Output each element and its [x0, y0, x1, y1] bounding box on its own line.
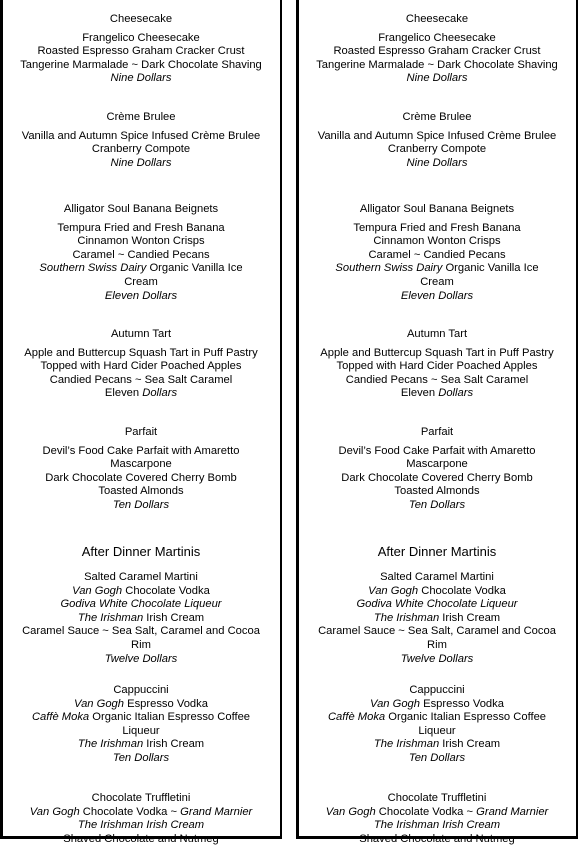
menu-line — [0, 290, 282, 304]
menu-item — [0, 426, 282, 513]
menu-line — [296, 458, 578, 472]
menu-item — [0, 328, 282, 401]
menu-line-italic-text: Eleven Dollars — [400, 289, 474, 302]
martini-item — [296, 792, 578, 846]
menu-line-text: Apple and Buttercup Squash Tart in Puff Pastry — [320, 346, 554, 359]
menu-line — [296, 819, 578, 833]
menu-line — [0, 262, 282, 276]
menu-line-italic-text: The Irishman — [373, 738, 440, 751]
menu-line-text: Vanilla and Autumn Spice Infused Crème Brulee — [317, 129, 557, 142]
menu-line — [296, 32, 578, 46]
menu-line-text: Toasted Almonds — [98, 485, 184, 498]
menu-line-text: Organic Italian Espresso Coffee — [385, 711, 547, 724]
menu-item — [296, 426, 578, 513]
menu-line — [0, 752, 282, 766]
menu-line-text: Cinnamon Wonton Crisps — [373, 235, 501, 248]
menu-line — [296, 625, 578, 639]
menu-item — [0, 13, 282, 86]
menu-line — [0, 819, 282, 833]
menu-line — [0, 374, 282, 388]
menu-line — [0, 458, 282, 472]
menu-line-text: Tangerine Marmalade ~ Dark Chocolate Shaving — [316, 58, 558, 71]
menu-line-italic-text: Twelve Dollars — [400, 652, 474, 665]
menu-line — [0, 222, 282, 236]
menu-line — [0, 360, 282, 374]
menu-line — [296, 290, 578, 304]
menu-line — [296, 374, 578, 388]
menu-line — [296, 387, 578, 401]
menu-line-italic-text: The Irishman Irish Cream — [77, 819, 205, 832]
menu-line — [0, 32, 282, 46]
menu-line-text: Tangerine Marmalade ~ Dark Chocolate Shaving — [20, 58, 262, 71]
menu-line — [0, 249, 282, 263]
menu-line-text: Cranberry Compote — [91, 143, 191, 156]
menu-line — [296, 360, 578, 374]
menu-line — [0, 725, 282, 739]
menu-line-text: Devil’s Food Cake Parfait with Amaretto — [338, 444, 536, 457]
menu-line-text: Mascarpone — [406, 458, 468, 471]
menu-line-text: Organic Vanilla Ice — [146, 262, 243, 275]
menu-line-text: Caramel Sauce ~ Sea Salt, Caramel and Cocoa — [22, 625, 260, 638]
menu-line-text: Irish Cream — [143, 611, 205, 624]
menu-line-italic-text: Grand Marnier — [476, 805, 549, 818]
menu-line — [296, 249, 578, 263]
menu-line — [296, 235, 578, 249]
section-heading-martinis: After Dinner Martinis — [377, 544, 497, 559]
menu-line — [0, 276, 282, 290]
menu-line — [0, 698, 282, 712]
menu-column-right — [296, 0, 578, 849]
menu-line-italic-text: Nine Dollars — [406, 72, 468, 85]
menu-line — [296, 45, 578, 59]
menu-line-italic-text: Dollars — [438, 387, 474, 400]
menu-column-left — [0, 0, 282, 849]
menu-line-text: Cream — [420, 275, 454, 288]
menu-line-text: Caramel ~ Candied Pecans — [72, 248, 210, 261]
menu-line — [296, 157, 578, 171]
menu-line-italic-text: The Irishman — [77, 738, 144, 751]
menu-item-title: Crème Brulee — [402, 111, 472, 123]
menu-line — [296, 485, 578, 499]
menu-line-text: Topped with Hard Cider Poached Apples — [336, 360, 538, 373]
menu-line-text: Chocolate Vodka — [418, 584, 506, 597]
martini-title: Cappuccini — [409, 684, 465, 696]
martini-title: Salted Caramel Martini — [84, 571, 198, 583]
menu-line-italic-text: Godiva White Chocolate Liqueur — [60, 598, 222, 611]
menu-line-italic-text: Caffè Moka — [31, 711, 90, 724]
menu-item — [0, 111, 282, 170]
menu-line-text: Organic Vanilla Ice — [442, 262, 539, 275]
menu-item — [296, 203, 578, 303]
menu-line-italic-text: Southern Swiss Dairy — [39, 262, 147, 275]
menu-line-italic-text: Ten Dollars — [112, 498, 170, 511]
menu-line — [296, 725, 578, 739]
menu-item-title: Autumn Tart — [110, 328, 172, 340]
menu-item — [296, 13, 578, 86]
menu-line-text: Roasted Espresso Graham Cracker Crust — [333, 45, 541, 58]
menu-line — [296, 347, 578, 361]
menu-line-italic-text: Ten Dollars — [408, 751, 466, 764]
menu-line — [296, 711, 578, 725]
menu-line — [296, 445, 578, 459]
menu-line — [296, 143, 578, 157]
menu-line — [0, 598, 282, 612]
menu-line-italic-text: Ten Dollars — [112, 751, 170, 764]
menu-line-text: Cranberry Compote — [387, 143, 487, 156]
menu-line — [296, 472, 578, 486]
menu-line — [0, 485, 282, 499]
menu-line — [0, 806, 282, 820]
menu-line-text: Liqueur — [122, 724, 160, 737]
menu-item-title: Alligator Soul Banana Beignets — [359, 203, 515, 215]
menu-line — [0, 72, 282, 86]
menu-line — [0, 45, 282, 59]
menu-line-text: Topped with Hard Cider Poached Apples — [40, 360, 242, 373]
menu-line — [296, 499, 578, 513]
menu-line-text: Eleven — [400, 387, 439, 400]
menu-line-italic-text: Eleven Dollars — [104, 289, 178, 302]
menu-line-italic-text: Nine Dollars — [406, 156, 468, 169]
menu-item — [296, 111, 578, 170]
martini-item — [0, 792, 282, 846]
menu-line-text: Caramel Sauce ~ Sea Salt, Caramel and Cocoa — [318, 625, 556, 638]
menu-line-italic-text: Nine Dollars — [110, 156, 172, 169]
menu-line — [296, 262, 578, 276]
menu-line-text: Candied Pecans ~ Sea Salt Caramel — [345, 373, 529, 386]
menu-line-italic-text: The Irishman — [77, 611, 144, 624]
menu-line-italic-text: Van Gogh — [29, 805, 80, 818]
menu-line — [0, 130, 282, 144]
menu-line — [0, 711, 282, 725]
menu-line — [0, 499, 282, 513]
menu-line-text: Organic Italian Espresso Coffee — [89, 711, 251, 724]
martini-item — [0, 571, 282, 666]
martini-title: Salted Caramel Martini — [380, 571, 494, 583]
menu-line — [296, 612, 578, 626]
menu-line-text: Vanilla and Autumn Spice Infused Crème Brulee — [21, 129, 261, 142]
menu-line-text: Liqueur — [418, 724, 456, 737]
menu-line-text: Chocolate Vodka ~ — [375, 805, 477, 818]
menu-line-text: Dark Chocolate Covered Cherry Bomb — [341, 471, 533, 484]
menu-line — [0, 585, 282, 599]
martini-title: Chocolate Truffletini — [387, 792, 487, 804]
menu-line — [0, 472, 282, 486]
menu-line — [296, 72, 578, 86]
menu-line — [296, 222, 578, 236]
menu-line-text: Espresso Vodka — [124, 697, 208, 710]
menu-line-text: Caramel ~ Candied Pecans — [368, 248, 506, 261]
menu-item — [0, 203, 282, 303]
menu-line — [296, 833, 578, 847]
menu-line-italic-text: Ten Dollars — [408, 498, 466, 511]
menu-line — [0, 143, 282, 157]
menu-line-text: Eleven — [104, 387, 143, 400]
menu-line-italic-text: Dollars — [142, 387, 178, 400]
menu-line-text: Shaved Chocolate and Nutmeg — [359, 832, 515, 845]
menu-item — [296, 328, 578, 401]
menu-line — [0, 347, 282, 361]
menu-line-text: Toasted Almonds — [394, 485, 480, 498]
menu-item-title: Alligator Soul Banana Beignets — [63, 203, 219, 215]
menu-line-italic-text: Caffè Moka — [327, 711, 386, 724]
menu-line-text: Rim — [427, 638, 447, 651]
menu-line-italic-text: Van Gogh — [325, 805, 376, 818]
martini-title: Cappuccini — [113, 684, 169, 696]
section-heading-martinis: After Dinner Martinis — [81, 544, 201, 559]
menu-line — [296, 639, 578, 653]
menu-item-title: Cheesecake — [405, 13, 469, 25]
menu-line — [0, 157, 282, 171]
menu-line — [0, 612, 282, 626]
menu-line — [0, 738, 282, 752]
menu-line-text: Apple and Buttercup Squash Tart in Puff Pastry — [24, 346, 258, 359]
menu-line — [0, 639, 282, 653]
menu-line-italic-text: The Irishman — [373, 611, 440, 624]
menu-item-title: Autumn Tart — [406, 328, 468, 340]
menu-line — [296, 598, 578, 612]
menu-line-text: Tempura Fried and Fresh Banana — [57, 221, 225, 234]
menu-line-italic-text: Southern Swiss Dairy — [335, 262, 443, 275]
menu-line-text: Chocolate Vodka ~ — [79, 805, 181, 818]
menu-line — [0, 59, 282, 73]
menu-line-text: Irish Cream — [439, 611, 501, 624]
menu-line-text: Shaved Chocolate and Nutmeg — [63, 832, 219, 845]
menu-line-text: Dark Chocolate Covered Cherry Bomb — [45, 471, 237, 484]
menu-item-title: Parfait — [420, 426, 454, 438]
menu-line-italic-text: Nine Dollars — [110, 72, 172, 85]
menu-line — [0, 387, 282, 401]
martini-item — [0, 684, 282, 766]
menu-line — [296, 59, 578, 73]
menu-line-text: Cinnamon Wonton Crisps — [77, 235, 205, 248]
menu-line-italic-text: Van Gogh — [370, 697, 420, 710]
martini-title: Chocolate Truffletini — [91, 792, 191, 804]
menu-line-italic-text: Van Gogh — [368, 584, 419, 597]
menu-line — [296, 130, 578, 144]
menu-line-italic-text: Godiva White Chocolate Liqueur — [356, 598, 518, 611]
menu-line — [296, 653, 578, 667]
menu-line-text: Frangelico Cheesecake — [82, 31, 200, 44]
menu-line-text: Candied Pecans ~ Sea Salt Caramel — [49, 373, 233, 386]
menu-line-text: Tempura Fried and Fresh Banana — [353, 221, 521, 234]
menu-line-text: Cream — [124, 275, 158, 288]
menu-line-text: Irish Cream — [439, 738, 501, 751]
menu-line-italic-text: Grand Marnier — [180, 805, 253, 818]
menu-line — [296, 276, 578, 290]
menu-line — [0, 625, 282, 639]
menu-line — [296, 585, 578, 599]
menu-line — [0, 445, 282, 459]
menu-line-text: Irish Cream — [143, 738, 205, 751]
menu-line-italic-text: Twelve Dollars — [104, 652, 178, 665]
menu-line-text: Roasted Espresso Graham Cracker Crust — [37, 45, 245, 58]
menu-line — [296, 738, 578, 752]
menu-line-text: Chocolate Vodka — [122, 584, 210, 597]
menu-line — [0, 235, 282, 249]
menu-line-text: Frangelico Cheesecake — [378, 31, 496, 44]
menu-line — [296, 752, 578, 766]
menu-line — [296, 698, 578, 712]
menu-line-italic-text: Van Gogh — [74, 697, 124, 710]
menu-line-italic-text: Van Gogh — [72, 584, 123, 597]
menu-line — [0, 833, 282, 847]
menu-item-title: Parfait — [124, 426, 158, 438]
menu-item-title: Cheesecake — [109, 13, 173, 25]
menu-line-text: Devil’s Food Cake Parfait with Amaretto — [42, 444, 240, 457]
menu-line-text: Mascarpone — [110, 458, 172, 471]
menu-line — [296, 806, 578, 820]
menu-item-title: Crème Brulee — [106, 111, 176, 123]
menu-line — [0, 653, 282, 667]
martini-item — [296, 684, 578, 766]
martini-item — [296, 571, 578, 666]
menu-line-text: Espresso Vodka — [420, 697, 504, 710]
menu-line-text: Rim — [131, 638, 151, 651]
menu-line-italic-text: The Irishman Irish Cream — [373, 819, 501, 832]
